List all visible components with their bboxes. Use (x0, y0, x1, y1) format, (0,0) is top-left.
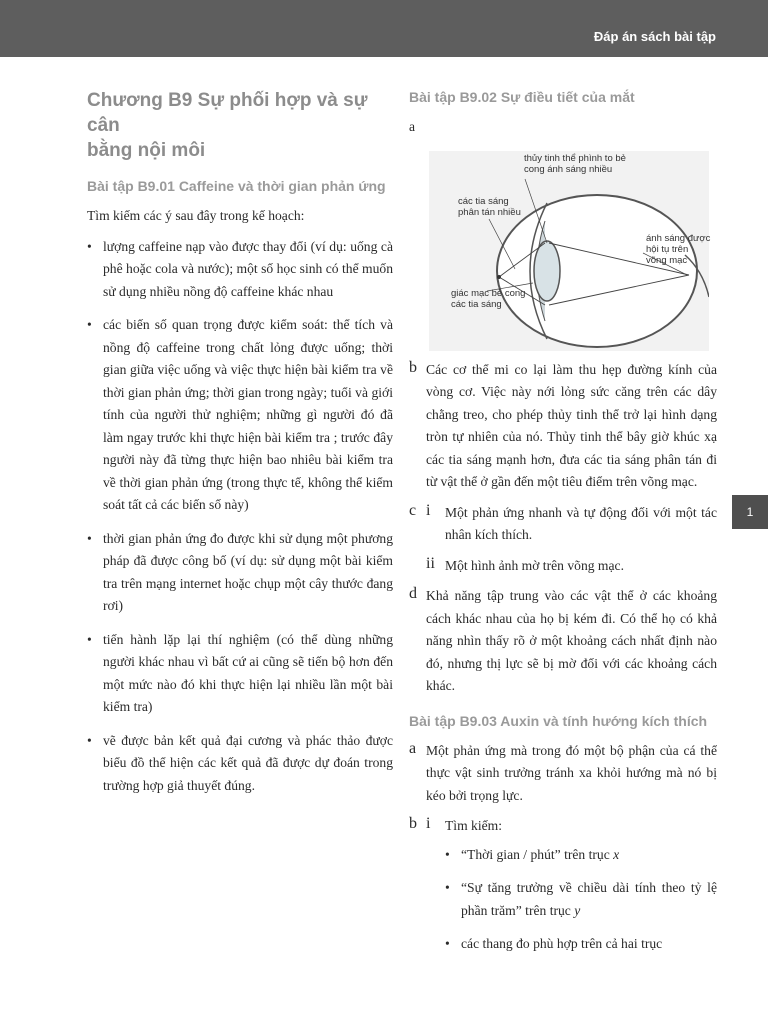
answer-text: Tìm kiếm: (445, 818, 503, 833)
item-label: a (409, 119, 416, 134)
label-line: phân tán nhiều (458, 206, 521, 218)
bullet-list (445, 844, 717, 956)
section-heading: Bài tập B9.03 Auxin và tính hướng kích thích (409, 712, 708, 729)
sub-item (426, 815, 717, 956)
sub-item (426, 502, 717, 547)
list-item: • thời gian phản ứng đo được khi sử dụng một phương pháp đã được công bố (ví dụ: sử dụng một bài kiểm tra trên mạng internet hoặc chụp một cây thước đang rơi) (87, 528, 393, 618)
section-heading: Bài tập B9.01 Caffeine và thời gian phản ứng (87, 178, 386, 194)
label-line: võng mạc (646, 254, 688, 266)
label-line: giác mạc bẻ cong (451, 287, 526, 299)
item-label: a (409, 739, 417, 757)
list-item: • vẽ được bản kết quả đại cương và phác thảo được biểu đồ thể hiện các kết quả đã được dự đoán trong trường hợp giả thuyết đúng. (87, 730, 393, 798)
chapter-tab: 1 (732, 495, 768, 529)
retina-label (646, 233, 710, 266)
right-column (409, 88, 717, 967)
header-title: Đáp án sách bài tập (593, 29, 716, 44)
item-label: c (409, 501, 417, 519)
label-line: các tia sáng (451, 298, 502, 310)
list-item (445, 877, 717, 922)
list-item (445, 933, 717, 956)
answer-item (409, 502, 717, 578)
answer-text: Các cơ thể mi co lại làm thu hẹp đường kính của vòng cơ. Việc này nới lỏng sức căng trên các dây chằng treo, cho phép thủy tinh thể trở lại hình dạng tròn tự nhiên của nó. Thủy tinh thể bây giờ khúc xạ các tia sáng mạnh hơn, đưa các tia sáng phân tán đi từ vật thể ở gần đến một tiêu điểm trên võng mạc. (426, 361, 717, 489)
chapter-title-line: Chương B9 Sự phối hợp và sự cân (87, 90, 368, 136)
sub-label: i (426, 501, 431, 519)
item-label: b (409, 815, 417, 832)
list-item (445, 844, 717, 867)
cornea-label (451, 288, 525, 310)
item-label: b (409, 358, 417, 376)
section-heading: Bài tập B9.02 Sự điều tiết của mắt (409, 89, 635, 105)
axis-variable: x (613, 846, 620, 862)
sub-item (426, 555, 717, 578)
eye-diagram (429, 151, 709, 351)
axis-variable: y (574, 902, 581, 918)
lens-label (524, 153, 626, 175)
answer-text: Một phản ứng nhanh và tự động đối với một tác nhân kích thích. (445, 504, 717, 542)
label-line: hội tụ trên (646, 243, 689, 255)
answer-text: Khả năng tập trung vào các vật thể ở các khoảng cách khác nhau của họ bị kém đi. Có thể họ có khả năng nhìn thấy rõ ở một khoảng cách nhất định nào đó, nhưng thị lực sẽ bị mờ đối với các khoảng cách khác. (426, 588, 717, 693)
answer-text: Một hình ảnh mờ trên võng mạc. (445, 557, 624, 573)
sub-label: ii (426, 554, 435, 572)
list-item: • tiến hành lặp lại thí nghiệm (có thể dùng những người khác nhau vì bất cứ ai cũng sẽ tiến bộ hơn đến một mức nào đó khi thực hiện lại nhiều lần một bài kiểm tra) (87, 629, 393, 719)
item-label: d (409, 585, 417, 602)
sub-label: i (426, 815, 431, 832)
item-text: “Thời gian / phút” trên trục (461, 846, 614, 862)
bullet-list (87, 236, 393, 798)
label-line: thủy tinh thể phình to bẻ (524, 152, 626, 164)
intro-text: Tìm kiếm các ý sau đây trong kế hoạch: (87, 208, 305, 223)
answer-item (409, 585, 717, 698)
item-text: “Sự tăng trưởng về chiều dài tính theo tỷ lệ phần trăm” trên trục (461, 880, 717, 918)
answer-item (409, 359, 717, 494)
label-line: ánh sáng được (646, 232, 711, 244)
label-line: cong ánh sáng nhiều (524, 163, 613, 175)
answer-text: Một phản ứng mà trong đó một bộ phận của cá thể thực vật sinh trưởng tránh xa khỏi hướng mà nó bị kéo bởi trọng lực. (426, 742, 717, 803)
chapter-title-line: bằng nội môi (87, 140, 206, 161)
list-item: • lượng caffeine nạp vào được thay đổi (ví dụ: uống cà phê hoặc cola và nước); một số học sinh có thể muốn sử dụng nhiều nồng độ caffeine khác nhau (87, 236, 393, 304)
list-item: • các biến số quan trọng được kiểm soát: thể tích và nồng độ caffeine trong chất lỏng được uống; thời gian giữa việc uống và việc thực hiện bài kiểm tra về thời gian phản ứng; thời gian trong ngày; tuổi và giới tính của người thử nghiệm; những gì người đó đã làm ngay trước khi thực hiện bài kiểm tra ; trước đây người này đã từng thực hiện bao nhiêu bài kiểm tra về thời gian phản ứng (trong thực tế, không thể kiểm soát tất cả các biến số này) (87, 314, 393, 517)
page-header (0, 0, 768, 57)
item-text: các thang đo phù hợp trên cả hai trục (461, 936, 663, 951)
label-line: các tia sáng (458, 195, 509, 207)
left-column (87, 88, 393, 808)
rays-label (458, 196, 521, 218)
chapter-title (87, 88, 393, 163)
answer-item (409, 815, 717, 956)
answer-item (409, 740, 717, 808)
